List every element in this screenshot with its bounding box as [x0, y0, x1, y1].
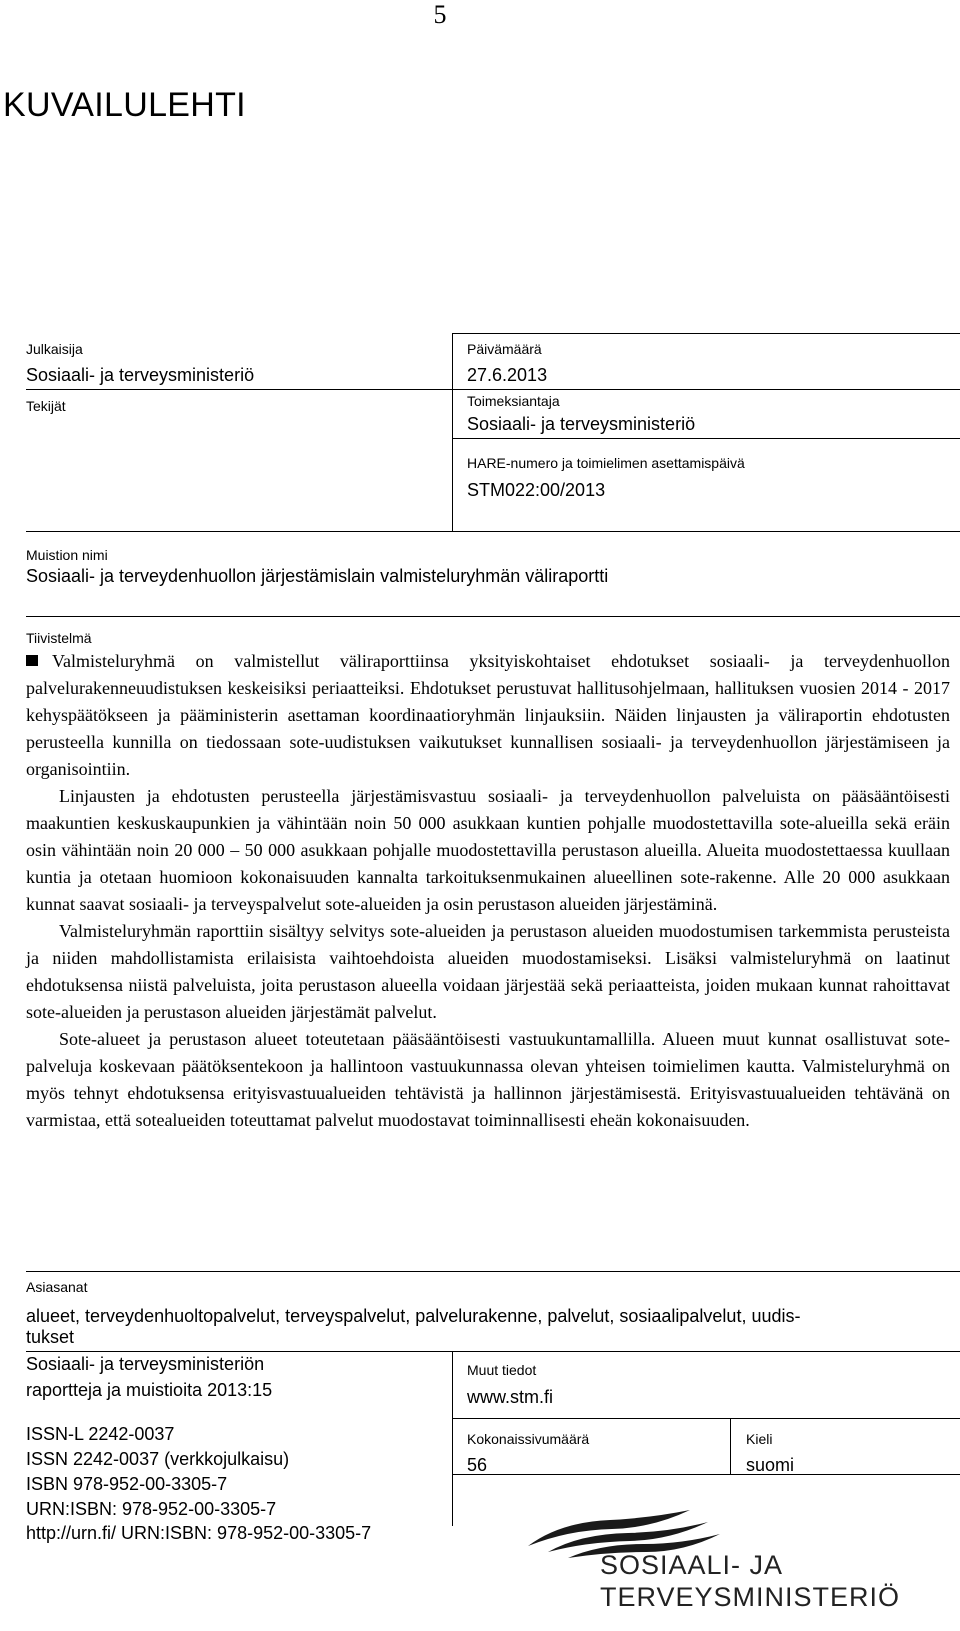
bottom-divider	[452, 1351, 453, 1526]
date-label: Päivämäärä	[467, 341, 542, 357]
logo-text-line-2: TERVEYSMINISTERIÖ	[600, 1582, 901, 1612]
date-value: 27.6.2013	[467, 365, 548, 385]
commissioned-by-label: Toimeksiantaja	[467, 393, 560, 409]
page-number: 5	[433, 0, 447, 29]
abstract-paragraph: Valmisteluryhmän raporttiin sisältyy selvitys sote-alueiden ja perustason alueiden muodostumisen tarkemmista perusteista ja niiden mahdollistamista erilaisista vaihtoehdoista alueiden muodostamiseksi. Lisäksi valmisteluryhmä on laatinut ehdotuksensa niistä palveluista, joita perustason alueella voidaan järjestää sekä periaatteista, joiden mukaan kunnat rahoittavat sote-alueiden ja perustason alueiden järjestämät palvelut.	[26, 921, 950, 1022]
commissioned-rule	[452, 438, 960, 439]
identifier-urn-link: http://urn.fi/ URN:ISBN: 978-952-00-3305-7	[26, 1523, 372, 1543]
series-line-2: raportteja ja muistioita 2013:15	[26, 1380, 273, 1400]
abstract-label: Tiivistelmä	[26, 630, 92, 646]
language-rule	[452, 1474, 960, 1475]
abstract-paragraph: Linjausten ja ehdotusten perusteella järjestämisvastuu sosiaali- ja terveydenhuollon palveluista on pääsääntöisesti maakuntien keskuskaupunkien ja vähintään noin 50 000 asukkaan kuntien pohjalle muodostettavilla sote-alueilla sekä eräin osin vähintään noin 20 000 – 50 000 asukkaan pohjalle muodostettavilla perustason alueilla. Alueita muodostettaessa kuullaan kuntia ja otetaan huomioon kokonaisuuden kannalta tarkoituksenmukainen alueellinen sote-rakenne. Alle 20 000 asukkaan kunnat saavat sosiaali- ja terveyspalvelut sote-alueiden ja osin perustason alueiden järjestäminä.	[26, 786, 950, 914]
square-bullet-icon	[26, 655, 38, 666]
publisher-value: Sosiaali- ja terveysministeriö	[26, 365, 255, 385]
identifier-issn-l: ISSN-L 2242-0037	[26, 1424, 175, 1444]
hare-value: STM022:00/2013	[467, 480, 606, 500]
identifier-isbn: ISBN 978-952-00-3305-7	[26, 1474, 228, 1494]
keywords-line-2: tukset	[26, 1327, 75, 1347]
authors-rule	[26, 389, 960, 390]
page-title: KUVAILULEHTI	[3, 86, 246, 124]
abstract-body	[26, 648, 950, 1134]
language-value: suomi	[746, 1455, 795, 1475]
memo-name-value: Sosiaali- ja terveydenhuollon järjestämislain valmisteluryhmän väliraportti	[26, 566, 609, 586]
commissioned-by-value: Sosiaali- ja terveysministeriö	[467, 414, 696, 434]
other-info-label: Muut tiedot	[467, 1362, 537, 1378]
publisher-date-divider	[452, 333, 453, 389]
authors-divider	[452, 389, 453, 531]
logo-text-line-1: SOSIAALI- JA	[600, 1550, 784, 1580]
series-rule	[26, 1351, 960, 1352]
publisher-label: Julkaisija	[26, 341, 83, 357]
top-rule-right	[452, 333, 960, 334]
other-info-value: www.stm.fi	[467, 1387, 554, 1407]
ministry-logo	[520, 1502, 901, 1622]
pages-language-divider	[730, 1418, 731, 1474]
identifier-issn: ISSN 2242-0037 (verkkojulkaisu)	[26, 1449, 290, 1469]
language-label: Kieli	[746, 1431, 773, 1447]
hare-label: HARE-numero ja toimielimen asettamispäivä	[467, 455, 745, 471]
series-line-1: Sosiaali- ja terveysministeriön	[26, 1354, 265, 1374]
memo-name-label: Muistion nimi	[26, 547, 108, 563]
pages-label: Kokonaissivumäärä	[467, 1431, 590, 1447]
keywords-line-1: alueet, terveydenhuoltopalvelut, terveyspalvelut, palvelurakenne, palvelut, sosiaalipalvelut, uudis-	[26, 1306, 801, 1326]
abstract-rule	[26, 616, 960, 617]
memo-rule	[26, 531, 960, 532]
authors-label: Tekijät	[26, 398, 66, 414]
identifier-urn: URN:ISBN: 978-952-00-3305-7	[26, 1499, 277, 1519]
pages-rule	[452, 1418, 960, 1419]
keywords-rule	[26, 1271, 960, 1272]
pages-value: 56	[467, 1455, 488, 1475]
abstract-paragraph: Valmisteluryhmä on valmistellut väliraporttiinsa yksityiskohtaiset ehdotukset sosiaali- ja terveydenhuollon palvelurakenneuudistuksen keskeisiksi periaatteiksi. Ehdotukset perustuvat hallitusohjelmaan, hallituksen vuosien 2014 - 2017 kehyspäätökseen ja pääministerin asettaman koordinaatioryhmän linjauksiin. Näiden linjausten ja väliraportin ehdotusten perusteella kunnilla on tiedossaan sote-uudistuksen vaikutukset kunnallisen sosiaali- ja terveydenhuollon järjestämiseen ja organisointiin.	[26, 651, 950, 779]
keywords-label: Asiasanat	[26, 1279, 88, 1295]
abstract-paragraph: Sote-alueet ja perustason alueet toteutetaan pääsääntöisesti vastuukuntamallilla. Alueen muut kunnat osallistuvat sote-palveluja koskevaan päätöksentekoon ja hallintoon vastuukunnassa olevan yhteisen toimielimen kautta. Valmisteluryhmä on myös tehnyt ehdotuksensa erityisvastuualueiden tehtävistä ja hallinnon järjestämisestä. Erityisvastuualueiden tehtävänä on varmistaa, että sotealueiden toteuttamat palvelut muodostavat toiminnallisesti eheän kokonaisuuden.	[26, 1029, 950, 1130]
